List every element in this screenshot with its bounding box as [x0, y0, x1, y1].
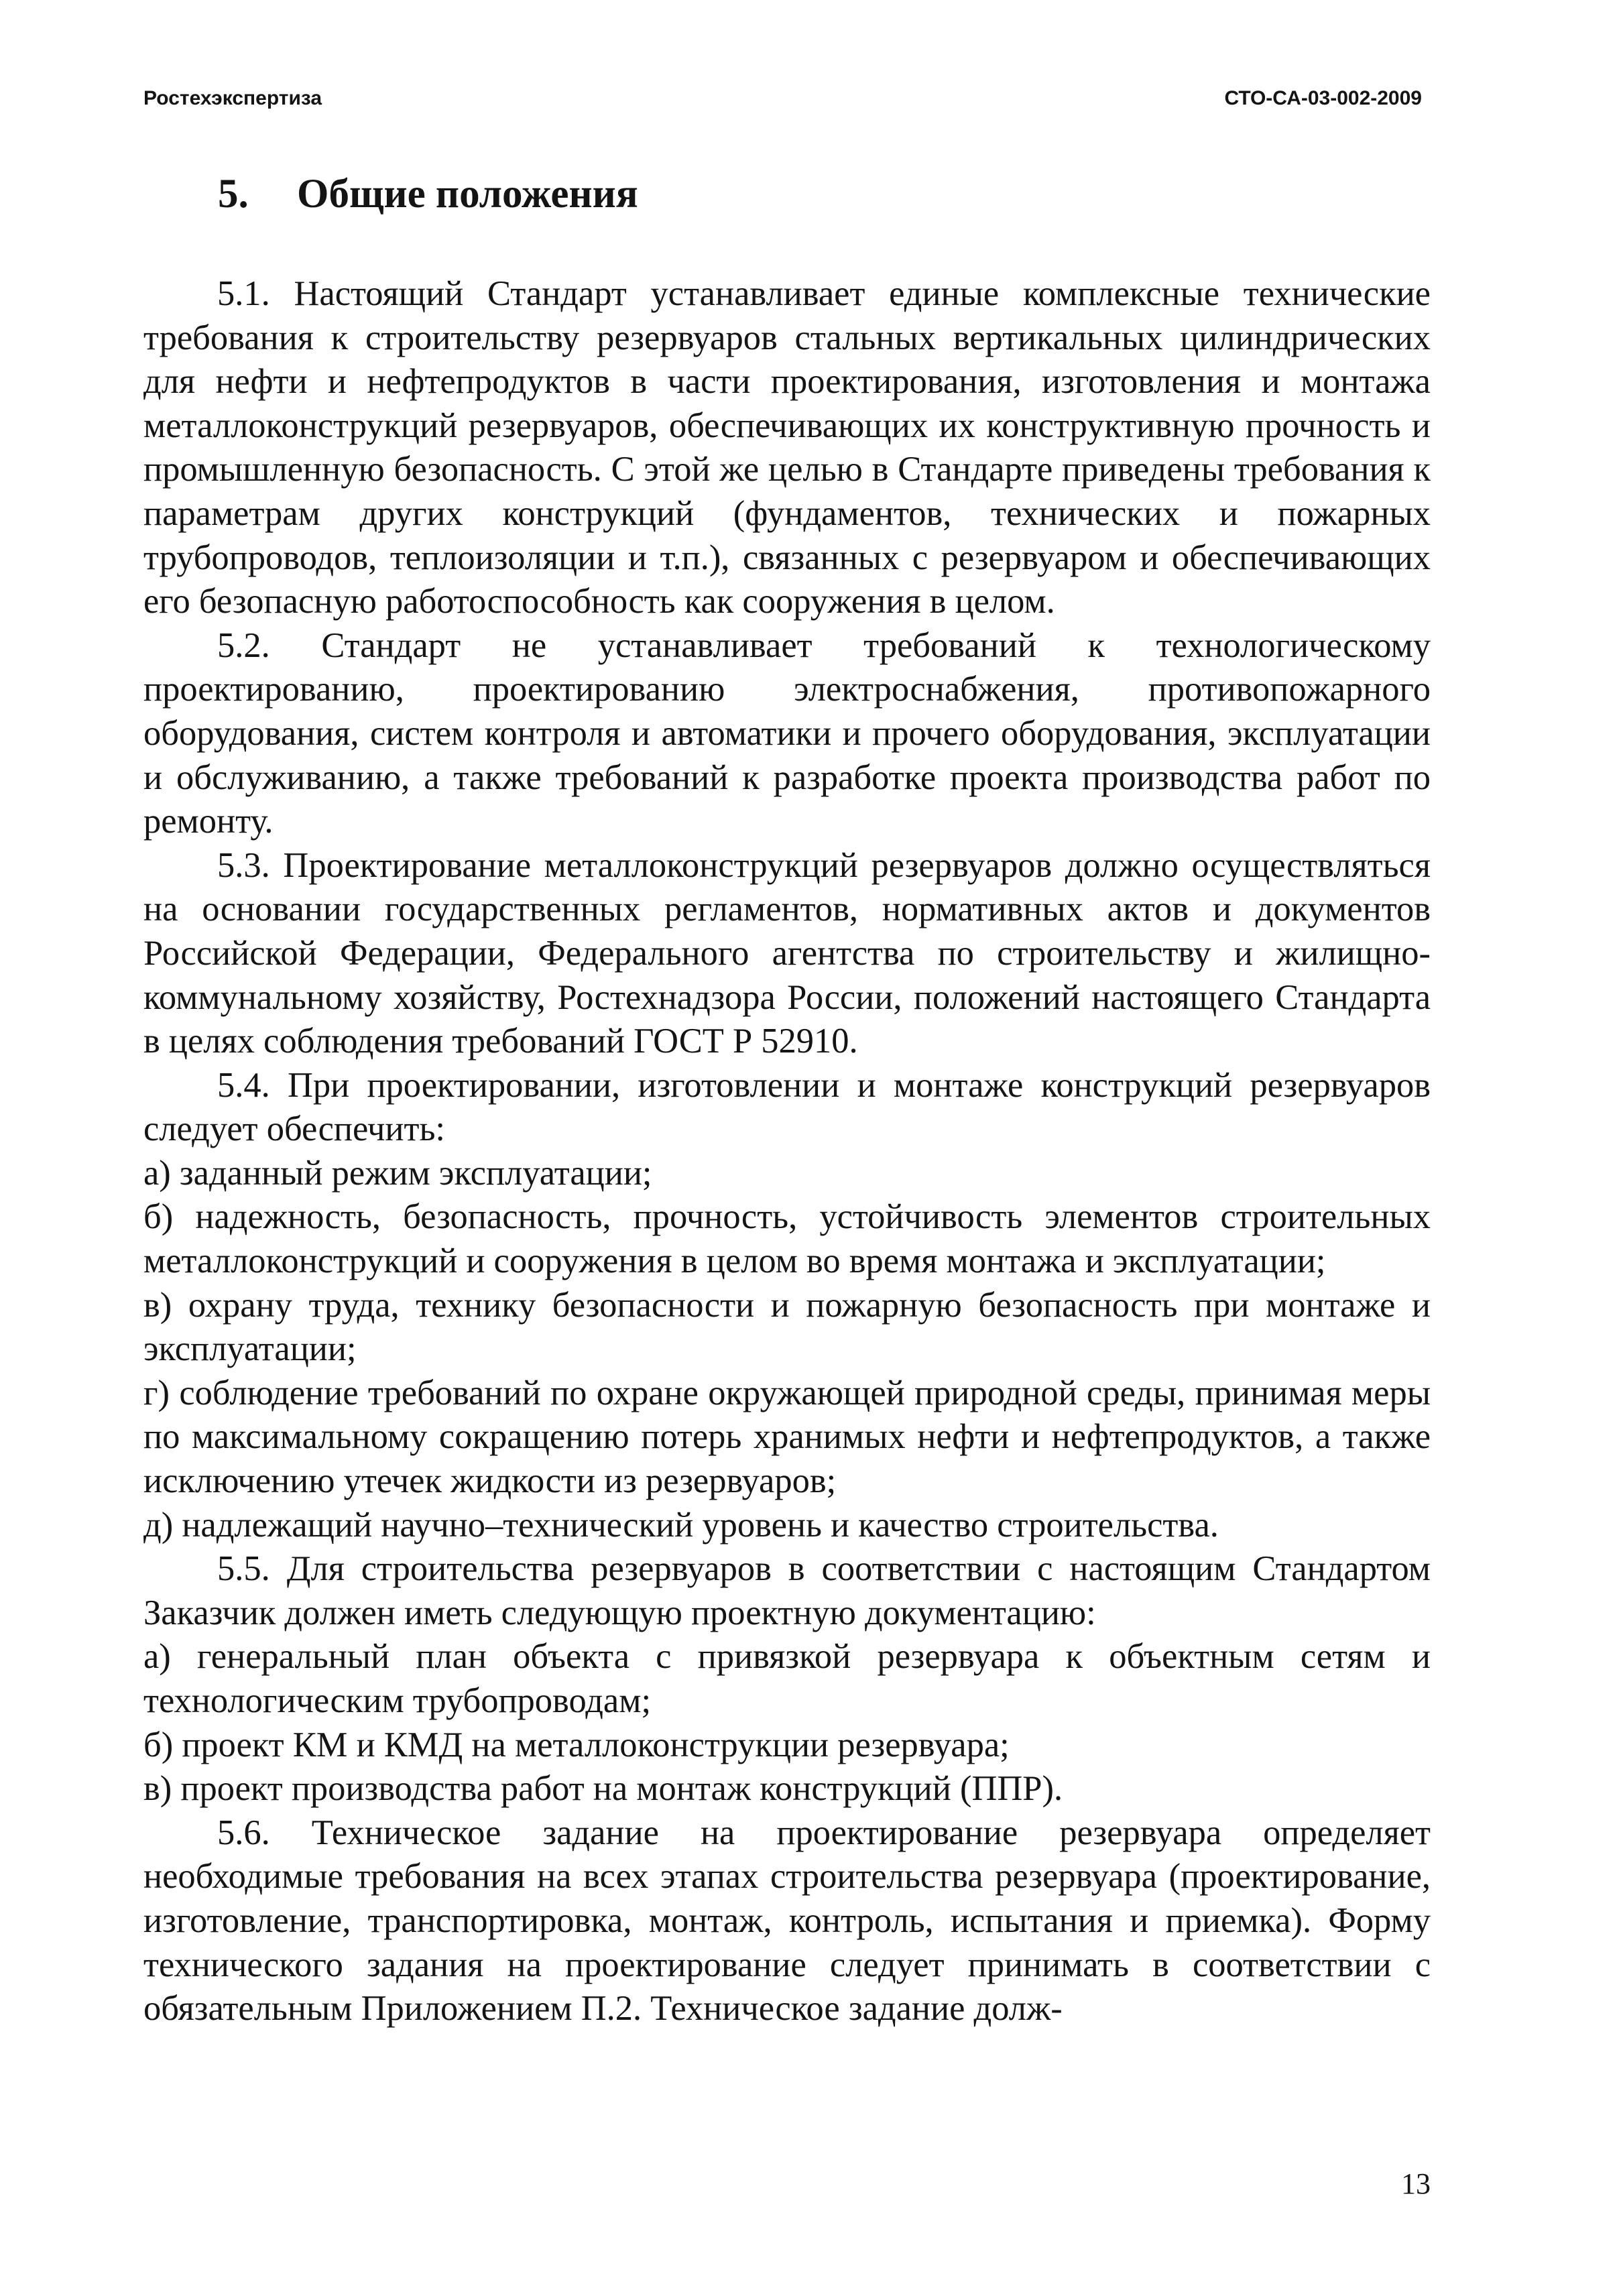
body-text: [143, 272, 1431, 2031]
page-number: 13: [1401, 2167, 1431, 2200]
organization-name: Ростехэкспертиза: [143, 87, 322, 109]
paragraph-5-1: 5.1. Настоящий Стандарт устанавливает единые комплексные технические требования к строительству резервуаров стальных вертикальных цилиндрических для нефти и нефтепродуктов в части проектирования, изготовления и монтажа металлоконструкций резервуаров, обеспечивающих их конструктивную прочность и промышленную безопасность. С этой же целью в Стандарте приведены требования к параметрам других конструкций (фундаментов, технических и пожарных трубопроводов, теплоизоляции и т.п.), связанных с резервуаром и обеспечивающих его безопасную работоспособность как сооружения в целом.: [143, 274, 1431, 621]
list-item-5-4-b: б) надежность, безопасность, прочность, устойчивость элементов строительных металлоконструкций и сооружения в целом во время монтажа и эксплуатации;: [143, 1197, 1431, 1281]
document-code: СТО-СА-03-002-2009: [1224, 87, 1422, 109]
running-header: [143, 82, 1422, 115]
list-item-5-5-b: б) проект КМ и КМД на металлоконструкции резервуара;: [143, 1725, 1010, 1764]
list-item-5-4-g: г) соблюдение требований по охране окружающей природной среды, принимая меры по максимальному сокращению потерь хранимых нефти и нефтепродуктов, а также исключению утечек жидкости из резервуаров;: [143, 1373, 1431, 1501]
paragraph-5-5: 5.5. Для строительства резервуаров в соответствии с настоящим Стандартом Заказчик должен иметь следующую проектную документацию:: [143, 1549, 1431, 1632]
list-item-5-5-v: в) проект производства работ на монтаж конструкций (ППР).: [143, 1769, 1063, 1809]
paragraph-5-6: 5.6. Техническое задание на проектирование резервуара определяет необходимые требования на всех этапах строительства резервуара (проектирование, изготовление, транспортировка, монтаж, контроль, испытания и приемка). Форму технического задания на проектирование следует принимать в соответствии с обязательным Приложением П.2. Техническое задание долж-: [143, 1813, 1431, 2029]
list-item-5-5-a: а) генеральный план объекта с привязкой резервуара к объектным сетям и технологическим трубопроводам;: [143, 1637, 1431, 1720]
section-title: Общие положения: [297, 172, 638, 217]
paragraph-5-2: 5.2. Стандарт не устанавливает требований к технологическому проектированию, проектированию электроснабжения, противопожарного оборудования, систем контроля и автоматики и прочего оборудования, эксплуатации и обслуживанию, а также требований к разработке проекта производства работ по ремонту.: [143, 625, 1431, 841]
list-item-5-4-a: а) заданный режим эксплуатации;: [143, 1153, 652, 1193]
list-item-5-4-v: в) охрану труда, технику безопасности и пожарную безопасность при монтаже и эксплуатации;: [143, 1285, 1431, 1369]
paragraph-5-4: 5.4. При проектировании, изготовлении и монтаже конструкций резервуаров следует обеспечить:: [143, 1065, 1431, 1149]
section-heading: [218, 168, 638, 221]
list-item-5-4-d: д) надлежащий научно–технический уровень и качество строительства.: [143, 1505, 1219, 1545]
paragraph-5-3: 5.3. Проектирование металлоконструкций резервуаров должно осуществляться на основании государственных регламентов, нормативных актов и документов Российской Федерации, Федерального агентства по строительству и жилищно-коммунальному хозяйству, Ростехнадзора России, положений настоящего Стандарта в целях соблюдения требований ГОСТ Р 52910.: [143, 845, 1431, 1061]
section-number: 5.: [218, 172, 249, 217]
